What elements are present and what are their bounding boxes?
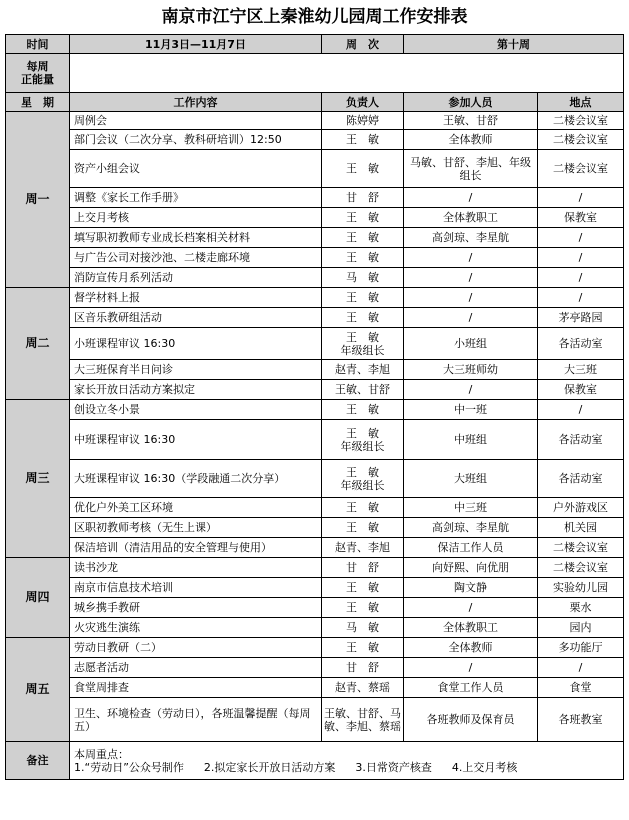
content-cell: 中班课程审议 16:30 xyxy=(70,420,322,460)
participants-cell: / xyxy=(404,268,538,288)
participants-cell: 大三班师幼 xyxy=(404,360,538,380)
table-row xyxy=(6,268,624,288)
participants-cell: / xyxy=(404,380,538,400)
table-row xyxy=(6,538,624,558)
location-cell: 茅亭路园 xyxy=(538,308,624,328)
participants-cell: 中一班 xyxy=(404,400,538,420)
participants-cell: 全体教职工 xyxy=(404,618,538,638)
location-cell: 实验幼儿园 xyxy=(538,578,624,598)
participants-cell: 王敏、甘舒 xyxy=(404,112,538,130)
owner-cell: 王 敏 xyxy=(322,498,404,518)
owner-cell: 王 敏 xyxy=(322,598,404,618)
day-cell: 周一 xyxy=(6,112,70,288)
content-cell: 南京市信息技术培训 xyxy=(70,578,322,598)
content-cell: 优化户外美工区环境 xyxy=(70,498,322,518)
owner-cell: 赵青、李旭 xyxy=(322,360,404,380)
location-cell: / xyxy=(538,658,624,678)
content-cell: 劳动日教研（二） xyxy=(70,638,322,658)
table-row xyxy=(6,288,624,308)
table-row xyxy=(6,328,624,360)
location-cell: / xyxy=(538,400,624,420)
daily-row xyxy=(6,54,624,93)
location-cell: / xyxy=(538,268,624,288)
col-owner: 负责人 xyxy=(322,93,404,112)
participants-cell: 高剑琼、李星航 xyxy=(404,518,538,538)
location-cell: 机关园 xyxy=(538,518,624,538)
participants-cell: 全体教职工 xyxy=(404,208,538,228)
location-cell: 栗水 xyxy=(538,598,624,618)
table-row xyxy=(6,518,624,538)
owner-cell: 王 敏 xyxy=(322,150,404,188)
content-cell: 督学材料上报 xyxy=(70,288,322,308)
owner-cell: 王 敏 xyxy=(322,248,404,268)
participants-cell: 各班教师及保育员 xyxy=(404,698,538,742)
content-cell: 小班课程审议 16:30 xyxy=(70,328,322,360)
location-cell: 食堂 xyxy=(538,678,624,698)
col-day: 星 期 xyxy=(6,93,70,112)
content-cell: 保洁培训（清洁用品的安全管理与使用） xyxy=(70,538,322,558)
participants-cell: 保洁工作人员 xyxy=(404,538,538,558)
content-cell: 与广告公司对接沙池、二楼走廊环境 xyxy=(70,248,322,268)
content-cell: 消防宣传月系列活动 xyxy=(70,268,322,288)
column-header-row xyxy=(6,93,624,112)
location-cell: / xyxy=(538,228,624,248)
col-location: 地点 xyxy=(538,93,624,112)
owner-cell: 王 敏 xyxy=(322,518,404,538)
table-row xyxy=(6,598,624,618)
content-cell: 填写职初教师专业成长档案相关材料 xyxy=(70,228,322,248)
date-range: 11月3日—11月7日 xyxy=(70,35,322,54)
table-row xyxy=(6,400,624,420)
content-cell: 资产小组会议 xyxy=(70,150,322,188)
location-cell: / xyxy=(538,188,624,208)
participants-cell: / xyxy=(404,288,538,308)
location-cell: / xyxy=(538,248,624,268)
participants-cell: / xyxy=(404,308,538,328)
participants-cell: 小班组 xyxy=(404,328,538,360)
table-row xyxy=(6,558,624,578)
owner-cell: 王敏、甘舒 xyxy=(322,380,404,400)
participants-cell: 食堂工作人员 xyxy=(404,678,538,698)
participants-cell: / xyxy=(404,188,538,208)
notes-content xyxy=(70,742,624,780)
time-label: 时间 xyxy=(6,35,70,54)
owner-cell: 马 敏 xyxy=(322,618,404,638)
owner-cell: 王 敏 年级组长 xyxy=(322,460,404,498)
content-cell: 区职初教师考核（无生上课） xyxy=(70,518,322,538)
col-participants: 参加人员 xyxy=(404,93,538,112)
daily-label: 每周 正能量 xyxy=(6,54,70,93)
owner-cell: 甘 舒 xyxy=(322,188,404,208)
notes-item: 2.拟定家长开放日活动方案 xyxy=(203,760,336,774)
owner-cell: 甘 舒 xyxy=(322,558,404,578)
owner-cell: 赵青、蔡瑶 xyxy=(322,678,404,698)
participants-cell: 全体教师 xyxy=(404,638,538,658)
content-cell: 卫生、环境检查（劳动日），各班温馨提醒（每周五） xyxy=(70,698,322,742)
location-cell: 各活动室 xyxy=(538,328,624,360)
participants-cell: 中班组 xyxy=(404,420,538,460)
table-row xyxy=(6,678,624,698)
participants-cell: 向妤熙、向优朋 xyxy=(404,558,538,578)
table-row xyxy=(6,112,624,130)
location-cell: / xyxy=(538,288,624,308)
owner-cell: 王 敏 年级组长 xyxy=(322,420,404,460)
owner-cell: 王 敏 年级组长 xyxy=(322,328,404,360)
location-cell: 二楼会议室 xyxy=(538,130,624,150)
owner-cell: 王 敏 xyxy=(322,130,404,150)
content-cell: 火灾逃生演练 xyxy=(70,618,322,638)
participants-cell: 陶文静 xyxy=(404,578,538,598)
location-cell: 各活动室 xyxy=(538,460,624,498)
location-cell: 保教室 xyxy=(538,380,624,400)
table-row xyxy=(6,188,624,208)
location-cell: 保教室 xyxy=(538,208,624,228)
location-cell: 各活动室 xyxy=(538,420,624,460)
owner-cell: 王敏、甘舒、马敏、李旭、蔡瑶 xyxy=(322,698,404,742)
owner-cell: 王 敏 xyxy=(322,578,404,598)
participants-cell: / xyxy=(404,658,538,678)
notes-items xyxy=(74,761,621,774)
owner-cell: 王 敏 xyxy=(322,228,404,248)
owner-cell: 陈婷婷 xyxy=(322,112,404,130)
participants-cell: 中三班 xyxy=(404,498,538,518)
content-cell: 调整《家长工作手册》 xyxy=(70,188,322,208)
notes-row xyxy=(6,742,624,780)
content-cell: 城乡携手教研 xyxy=(70,598,322,618)
table-row xyxy=(6,130,624,150)
table-row xyxy=(6,228,624,248)
owner-cell: 赵青、李旭 xyxy=(322,538,404,558)
location-cell: 二楼会议室 xyxy=(538,112,624,130)
notes-item: 1.“劳动日”公众号制作 xyxy=(74,760,184,774)
content-cell: 上交月考核 xyxy=(70,208,322,228)
day-cell: 周五 xyxy=(6,638,70,742)
content-cell: 大班课程审议 16:30（学段融通二次分享） xyxy=(70,460,322,498)
table-row xyxy=(6,498,624,518)
location-cell: 户外游戏区 xyxy=(538,498,624,518)
content-cell: 创设立冬小景 xyxy=(70,400,322,420)
table-row xyxy=(6,658,624,678)
notes-label: 备注 xyxy=(6,742,70,780)
content-cell: 志愿者活动 xyxy=(70,658,322,678)
content-cell: 食堂周排查 xyxy=(70,678,322,698)
table-row xyxy=(6,150,624,188)
participants-cell: / xyxy=(404,248,538,268)
week-label: 周 次 xyxy=(322,35,404,54)
owner-cell: 马 敏 xyxy=(322,268,404,288)
location-cell: 大三班 xyxy=(538,360,624,380)
location-cell: 园内 xyxy=(538,618,624,638)
location-cell: 各班教室 xyxy=(538,698,624,742)
owner-cell: 甘 舒 xyxy=(322,658,404,678)
content-cell: 大三班保育半日问诊 xyxy=(70,360,322,380)
day-cell: 周四 xyxy=(6,558,70,638)
participants-cell: 全体教师 xyxy=(404,130,538,150)
participants-cell: 高剑琼、李星航 xyxy=(404,228,538,248)
header-row xyxy=(6,35,624,54)
location-cell: 多功能厅 xyxy=(538,638,624,658)
week-value: 第十周 xyxy=(404,35,624,54)
location-cell: 二楼会议室 xyxy=(538,558,624,578)
day-cell: 周三 xyxy=(6,400,70,558)
table-row xyxy=(6,208,624,228)
participants-cell: 大班组 xyxy=(404,460,538,498)
schedule-table xyxy=(5,34,624,780)
table-row xyxy=(6,698,624,742)
notes-heading: 本周重点： xyxy=(74,747,129,761)
page-title: 南京市江宁区上秦淮幼儿园周工作安排表 xyxy=(161,7,468,27)
owner-cell: 王 敏 xyxy=(322,638,404,658)
table-row xyxy=(6,578,624,598)
location-cell: 二楼会议室 xyxy=(538,150,624,188)
table-row xyxy=(6,460,624,498)
owner-cell: 王 敏 xyxy=(322,208,404,228)
content-cell: 部门会议（二次分享、教科研培训）12:50 xyxy=(70,130,322,150)
participants-cell: / xyxy=(404,598,538,618)
content-cell: 读书沙龙 xyxy=(70,558,322,578)
day-cell: 周二 xyxy=(6,288,70,400)
content-cell: 家长开放日活动方案拟定 xyxy=(70,380,322,400)
owner-cell: 王 敏 xyxy=(322,400,404,420)
table-row xyxy=(6,248,624,268)
col-content: 工作内容 xyxy=(70,93,322,112)
table-row xyxy=(6,308,624,328)
table-row xyxy=(6,380,624,400)
daily-content xyxy=(70,54,624,93)
content-cell: 周例会 xyxy=(70,112,322,130)
location-cell: 二楼会议室 xyxy=(538,538,624,558)
table-row xyxy=(6,420,624,460)
content-cell: 区音乐教研组活动 xyxy=(70,308,322,328)
notes-item: 4.上交月考核 xyxy=(451,760,518,774)
table-row xyxy=(6,638,624,658)
participants-cell: 马敏、甘舒、李旭、年级组长 xyxy=(404,150,538,188)
owner-cell: 王 敏 xyxy=(322,288,404,308)
table-row xyxy=(6,360,624,380)
notes-item: 3.日常资产核查 xyxy=(355,760,432,774)
table-row xyxy=(6,618,624,638)
owner-cell: 王 敏 xyxy=(322,308,404,328)
